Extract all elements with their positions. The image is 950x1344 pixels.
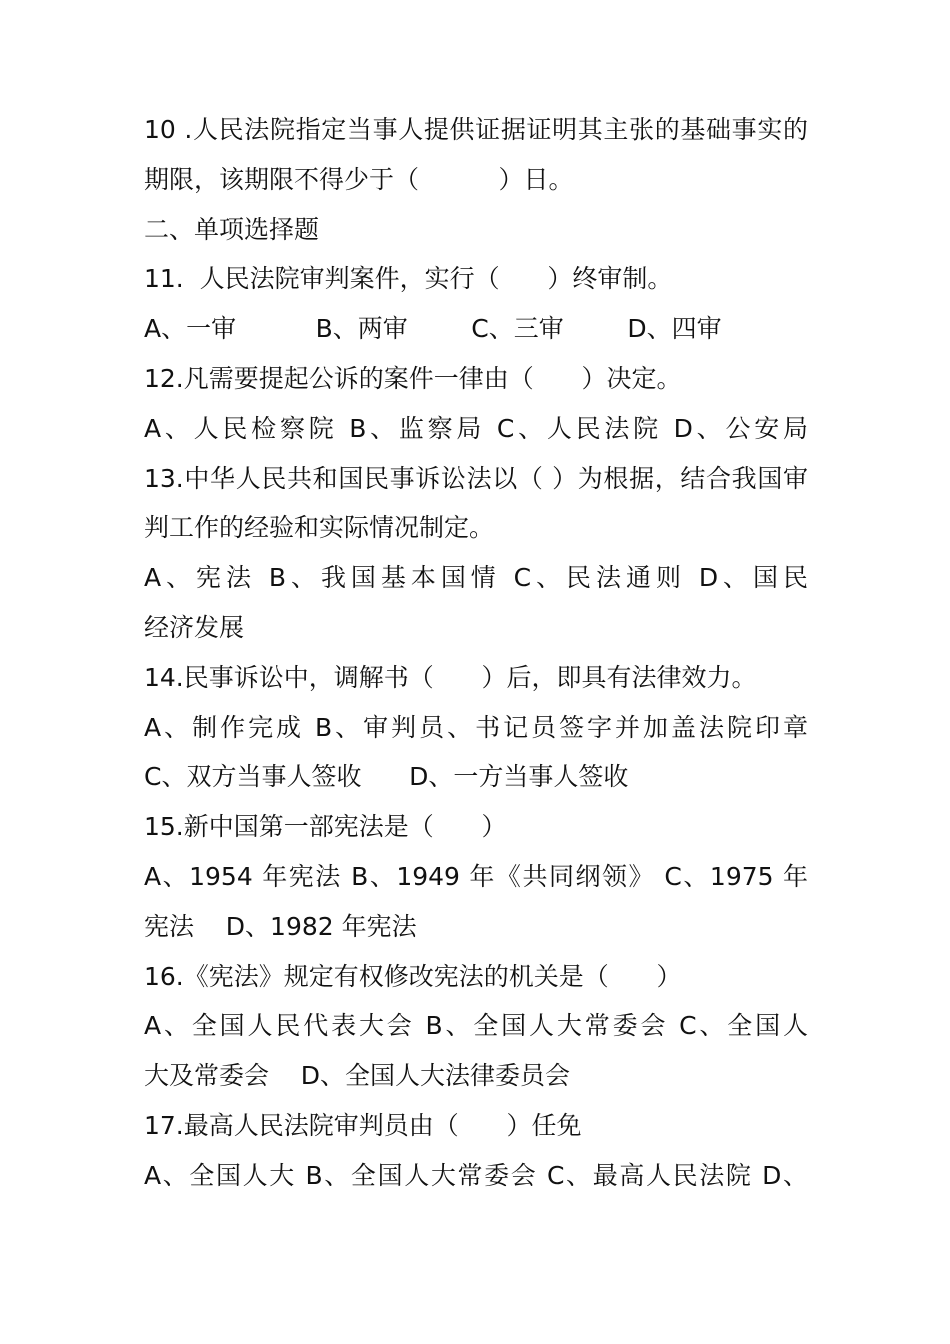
document-page — [144, 105, 808, 1201]
text-line: 17.最高人民法院审判员由（ ）任免 — [144, 1110, 582, 1140]
text-line: A、人民检察院 B、监察局 C、人民法院 D、公安局 — [144, 413, 808, 443]
text-line: A、宪法 B、我国基本国情 C、民法通则 D、国民 — [144, 563, 808, 593]
text-line: 14.民事诉讼中，调解书（ ）后，即具有法律效力。 — [144, 662, 757, 692]
text-line: A、制作完成 B、审判员、书记员签字并加盖法院印章 — [144, 712, 808, 742]
text-line: 10 .人民法院指定当事人提供证据证明其主张的基础事实的 — [144, 115, 808, 144]
text-line: 16.《宪法》规定有权修改宪法的机关是（ ） — [144, 961, 682, 991]
text-line: 经济发展 — [144, 612, 245, 642]
text-line: A、全国人民代表大会 B、全国人大常委会 C、全国人 — [144, 1011, 808, 1041]
text-line: A、1954 年宪法 B、1949 年《共同纲领》 C、1975 年 — [144, 861, 808, 891]
text-line: 期限，该期限不得少于（ ）日。 — [144, 164, 574, 194]
text-line: 判工作的经验和实际情况制定。 — [144, 513, 495, 543]
text-line: 13.中华人民共和国民事诉讼法以（ ）为根据，结合我国审 — [144, 463, 808, 493]
text-line: 11. 人民法院审判案件，实行（ ）终审制。 — [144, 264, 673, 294]
text-line: A、全国人大 B、全国人大常委会 C、最高人民法院 D、 — [144, 1160, 808, 1190]
text-line: 二、单项选择题 — [144, 214, 320, 244]
text-line: 12.凡需要提起公诉的案件一律由（ ）决定。 — [144, 363, 682, 393]
text-line: 15.新中国第一部宪法是（ ） — [144, 812, 507, 842]
text-line: 大及常委会 D、全国人大法律委员会 — [144, 1061, 571, 1091]
text-line: C、双方当事人签收 D、一方当事人签收 — [144, 762, 629, 792]
text-line: 宪法 D、1982 年宪法 — [144, 911, 417, 941]
text-line: A、一审 B、两审 C、三审 D、四审 — [144, 314, 722, 344]
